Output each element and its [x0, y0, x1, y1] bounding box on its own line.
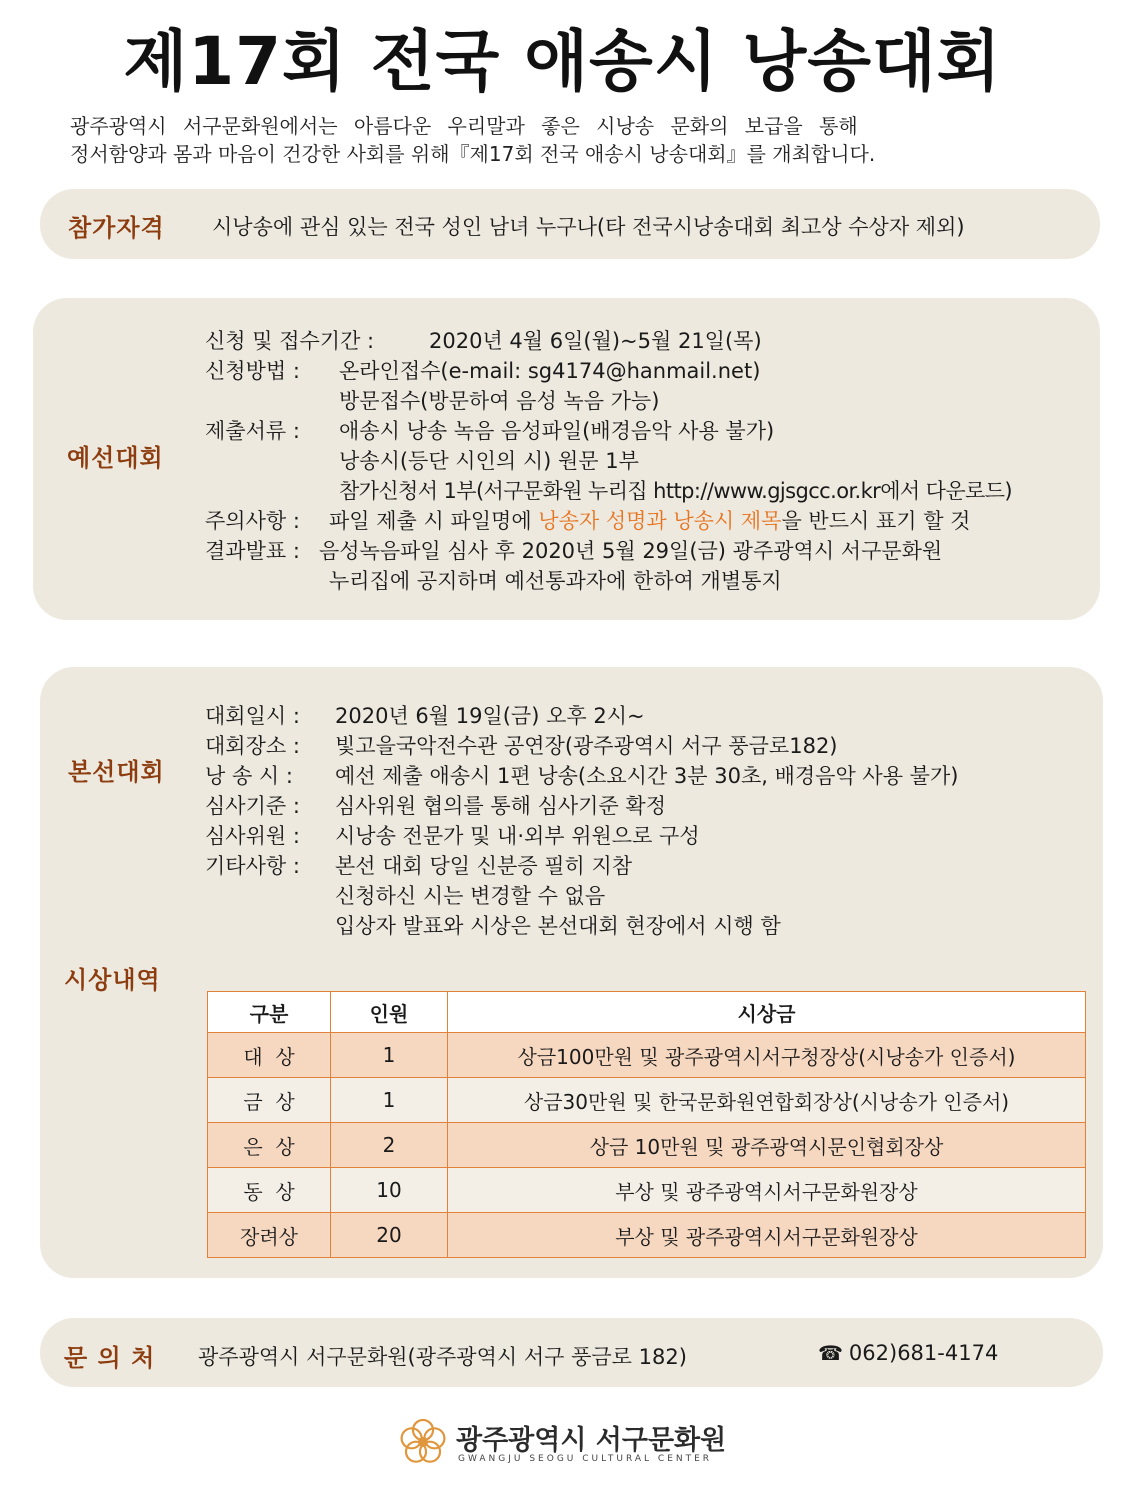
contact-box: [40, 1318, 1103, 1387]
method-value-1: 온라인접수(e-mail: sg4174@hanmail.net): [339, 359, 761, 383]
prelim-details: [205, 326, 1012, 596]
table-row: [208, 1168, 1086, 1213]
notice-post: 을 반드시 표기 할 것: [781, 509, 971, 533]
criteria-value: 심사위원 협의를 통해 심사기준 확정: [335, 794, 666, 818]
phone-icon: ☎: [818, 1341, 843, 1365]
date-value: 2020년 6월 19일(금) 오후 2시~: [335, 704, 645, 728]
intro-paragraph: [70, 112, 1070, 168]
award-grade: 동 상: [208, 1168, 331, 1213]
eligibility-box: [40, 189, 1100, 259]
award-grade: 장려상: [208, 1213, 331, 1258]
notice-value: [329, 506, 970, 536]
etc-value-2: 신청하신 시는 변경할 수 없음: [335, 884, 606, 908]
flower-logo-icon: [398, 1417, 448, 1467]
awards-table: [207, 991, 1086, 1258]
awards-header-row: [208, 992, 1086, 1033]
table-row: [208, 1033, 1086, 1078]
awards-label: 시상내역: [64, 966, 161, 994]
award-count: 2: [331, 1123, 448, 1168]
table-row: [208, 1078, 1086, 1123]
contact-label: 문 의 처: [64, 1344, 156, 1372]
prelim-label: 예선대회: [67, 444, 164, 472]
result-key: 결과발표 :: [205, 539, 300, 563]
result-value-1: 음성녹음파일 심사 후 2020년 5월 29일(금) 광주광역시 서구문화원: [319, 539, 943, 563]
period-value: 2020년 4월 6일(월)~5월 21일(목): [429, 329, 762, 353]
intro-line-2: 정서함양과 몸과 마음이 건강한 사회를 위해『제17회 전국 애송시 낭송대회』를 개최합니다.: [70, 142, 876, 166]
logo-subtitle: GWANGJU SEOGU CULTURAL CENTER: [458, 1454, 713, 1464]
method-value-2: 방문접수(방문하여 음성 녹음 가능): [339, 389, 660, 413]
header-grade: 구분: [208, 992, 331, 1033]
eligibility-label: 참가자격: [68, 214, 165, 242]
contact-phone: [818, 1341, 998, 1365]
award-grade: 금 상: [208, 1078, 331, 1123]
table-row: [208, 1213, 1086, 1258]
date-key: 대회일시 :: [205, 704, 300, 728]
award-prize: 상금100만원 및 광주광역시서구청장상(시낭송가 인증서): [448, 1033, 1086, 1078]
org-logo: [398, 1414, 738, 1470]
docs-value-3: 참가신청서 1부(서구문화원 누리집 http://www.gjsgcc.or.kr에서 다운로드): [339, 479, 1013, 503]
poem-key: 낭 송 시 :: [205, 764, 293, 788]
etc-value-1: 본선 대회 당일 신분증 필히 지참: [335, 854, 633, 878]
judges-key: 심사위원 :: [205, 824, 300, 848]
final-label: 본선대회: [68, 758, 165, 786]
intro-line-1: 광주광역시 서구문화원에서는 아름다운 우리말과 좋은 시낭송 문화의 보급을 통해: [70, 114, 858, 138]
notice-pre: 파일 제출 시 파일명에: [329, 509, 532, 533]
venue-key: 대회장소 :: [205, 734, 300, 758]
award-count: 20: [331, 1213, 448, 1258]
logo-name: 광주광역시 서구문화원: [456, 1425, 727, 1456]
header-count: 인원: [331, 992, 448, 1033]
contact-text: 광주광역시 서구문화원(광주광역시 서구 풍금로 182): [198, 1345, 687, 1369]
phone-number: 062)681-4174: [848, 1341, 999, 1365]
award-prize: 부상 및 광주광역시서구문화원장상: [448, 1213, 1086, 1258]
final-details: [205, 701, 958, 941]
award-count: 1: [331, 1033, 448, 1078]
docs-value-2: 낭송시(등단 시인의 시) 원문 1부: [339, 449, 639, 473]
etc-key: 기타사항 :: [205, 854, 300, 878]
eligibility-text: 시낭송에 관심 있는 전국 성인 남녀 누구나(타 전국시낭송대회 최고상 수상자 제외): [212, 215, 965, 239]
award-prize: 부상 및 광주광역시서구문화원장상: [448, 1168, 1086, 1213]
docs-value-1: 애송시 낭송 녹음 음성파일(배경음악 사용 불가): [339, 419, 775, 443]
etc-value-3: 입상자 발표와 시상은 본선대회 현장에서 시행 함: [335, 914, 781, 938]
method-key: 신청방법 :: [205, 359, 300, 383]
prelim-box: [33, 298, 1100, 620]
table-row: [208, 1123, 1086, 1168]
award-count: 1: [331, 1078, 448, 1123]
poem-value: 예선 제출 애송시 1편 낭송(소요시간 3분 30초, 배경음악 사용 불가): [335, 764, 959, 788]
notice-key: 주의사항 :: [205, 509, 300, 533]
period-key: 신청 및 접수기간 :: [205, 329, 375, 353]
judges-value: 시낭송 전문가 및 내·외부 위원으로 구성: [335, 824, 700, 848]
criteria-key: 심사기준 :: [205, 794, 300, 818]
header-prize: 시상금: [448, 992, 1086, 1033]
venue-value: 빛고을국악전수관 공연장(광주광역시 서구 풍금로182): [335, 734, 838, 758]
award-grade: 은 상: [208, 1123, 331, 1168]
page-title: 제17회 전국 애송시 낭송대회: [123, 23, 1002, 100]
award-prize: 상금30만원 및 한국문화원연합회장상(시낭송가 인증서): [448, 1078, 1086, 1123]
award-prize: 상금 10만원 및 광주광역시문인협회장상: [448, 1123, 1086, 1168]
notice-highlight: 낭송자 성명과 낭송시 제목: [538, 509, 782, 533]
docs-key: 제출서류 :: [205, 419, 300, 443]
award-count: 10: [331, 1168, 448, 1213]
result-value-2: 누리집에 공지하며 예선통과자에 한하여 개별통지: [329, 569, 782, 593]
award-grade: 대 상: [208, 1033, 331, 1078]
